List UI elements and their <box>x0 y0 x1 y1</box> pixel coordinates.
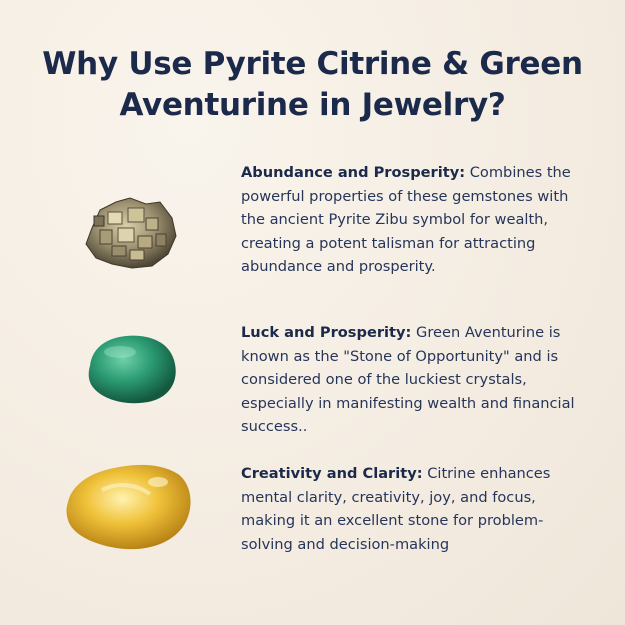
benefit-description <box>241 462 593 556</box>
benefit-description <box>241 161 593 279</box>
benefit-text: Citrine enhances mental clarity, creativity, joy, and focus, making it an excellent stone for problem-solving and decision-making <box>241 465 551 553</box>
benefit-heading: Luck and Prosperity: <box>241 324 412 341</box>
page-title <box>0 44 625 126</box>
citrine-stone <box>62 460 196 554</box>
benefit-heading: Abundance and Prosperity: <box>241 164 466 181</box>
benefit-text: Combines the powerful properties of these gemstones with the ancient Pyrite Zibu symbol for wealth, creating a potent talisman for attracting abundance and prosperity. <box>241 164 571 275</box>
green-aventurine-stone <box>84 330 180 406</box>
benefit-text: Green Aventurine is known as the "Stone of Opportunity" and is considered one of the luckiest crystals, especially in manifesting wealth and financial success.. <box>241 324 575 435</box>
benefit-description <box>241 321 593 439</box>
title-line-1: Why Use Pyrite Citrine & Green <box>42 46 583 82</box>
title-line-2: Aventurine in Jewelry? <box>119 87 506 123</box>
benefit-heading: Creativity and Clarity: <box>241 465 423 482</box>
pyrite-stone <box>78 188 180 274</box>
